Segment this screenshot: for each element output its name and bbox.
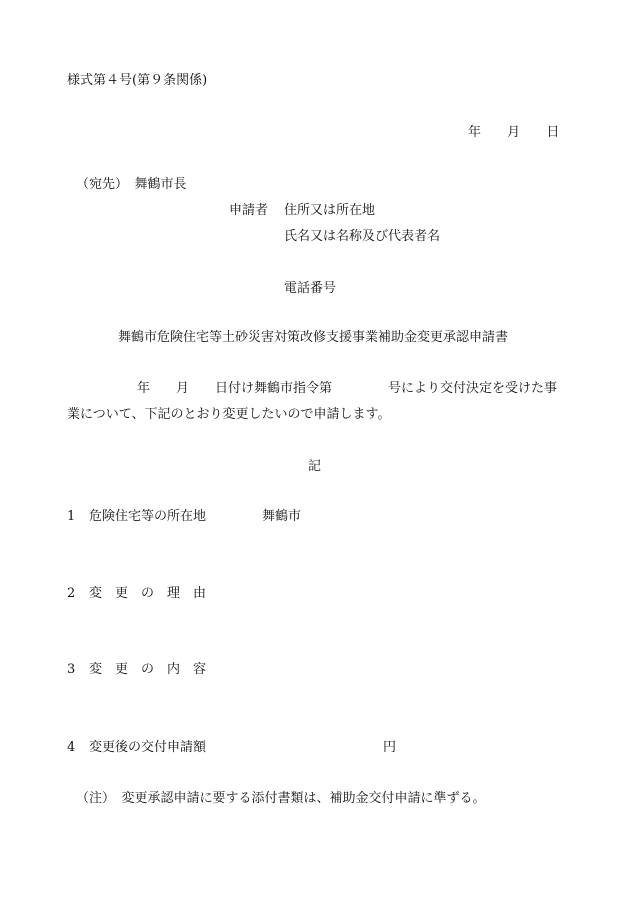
document-title: 舞鶴市危険住宅等土砂災害対策改修支援事業補助金変更承認申請書 (118, 330, 509, 345)
body-month: 月 (176, 381, 190, 396)
item-4-number: 4 (67, 740, 76, 755)
note: （注） 変更承認申請に要する添付書類は、補助金交付申請に準ずる。 (76, 791, 486, 806)
date-line (468, 124, 559, 142)
item-1-value: 舞鶴市 (262, 509, 302, 524)
item-2-number: 2 (67, 586, 76, 601)
item-3-label: 変 更 の 内 容 (89, 662, 207, 677)
item-1-number: 1 (67, 509, 76, 524)
date-year: 年 (468, 125, 482, 140)
address-label: 住所又は所在地 (284, 203, 376, 218)
item-1-label: 危険住宅等の所在地 (89, 509, 207, 524)
body-line-2: 業について、下記のとおり変更したいので申請します。 (67, 407, 391, 422)
item-4-unit: 円 (383, 740, 397, 755)
form-number: 様式第４号(第９条関係) (67, 73, 208, 88)
date-month: 月 (507, 125, 521, 140)
ki-heading: 記 (308, 459, 322, 474)
item-4-label: 変更後の交付申請額 (89, 740, 207, 755)
item-2-label: 変 更 の 理 由 (89, 586, 207, 601)
phone-label: 電話番号 (284, 281, 337, 296)
body-year: 年 (137, 381, 151, 396)
item-3-number: 3 (67, 662, 76, 677)
applicant-label: 申請者 (229, 203, 269, 218)
name-label: 氏名又は名称及び代表者名 (284, 229, 441, 244)
body-reference-suffix: 号により交付決定を受けた事 (388, 381, 558, 396)
date-day: 日 (546, 125, 560, 140)
body-reference-prefix: 日付け舞鶴市指令第 (215, 381, 333, 396)
addressee: （宛先） 舞鶴市長 (76, 177, 187, 192)
